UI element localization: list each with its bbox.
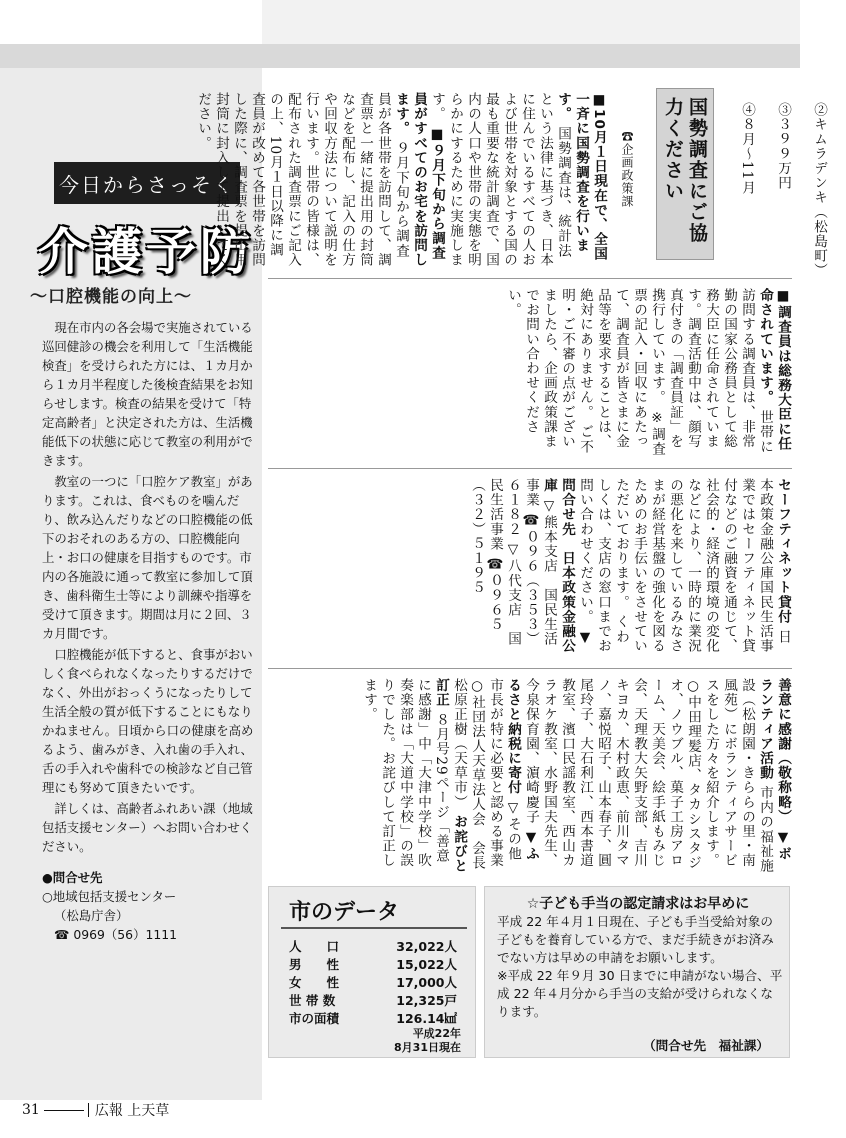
city-data-row (289, 937, 457, 955)
left-title: 介護予防 (38, 222, 254, 281)
census-title: 国勢調査にご協力ください (656, 88, 714, 260)
child-allowance-text: 平成 22 年４月１日現在、子ども手当受給対象の子どもを養育している方で、まだ手続きがお済みでない方は早めの申請をお願いします。 (497, 914, 774, 965)
publication-name: 広報 上天草 (94, 1103, 170, 1119)
census-heading: ■調査員は総務大臣に任命されています。 (757, 288, 791, 451)
safety-text: 日本政策金融公庫国民生活事業ではセーフティネット貸付などのご融資を通じて、社会的・経済的環境の変化などにより、一時的に業況の悪化を来しているみなさまが経営基盤の強化を図るためのお手伝いをさせていただいております。 (613, 478, 791, 654)
census-list-item: ②キムラデンキ（松島町） (811, 102, 827, 278)
page-footer (22, 1100, 169, 1120)
city-data-label: 世 帯 数 (289, 993, 336, 1008)
left-paragraph: 詳しくは、高齢者ふれあい課（地域包括支援センター）へお問い合わせください。 (42, 801, 253, 854)
left-contact (42, 868, 256, 944)
census-text: ご不明・ご不審の点がございましたら、企画政策課までお問い合わせください。 (505, 288, 593, 454)
footer-tick (88, 1103, 89, 1117)
goodwill-text: 市内の福祉施設（松朗園・きららの里・南風苑）にボランティアサービスをした方々を紹介します。 (703, 678, 773, 874)
left-contact-tel: ☎ 0969（56）1111 (54, 927, 177, 942)
city-data-value: 126.14㎢ (396, 1011, 457, 1026)
city-data-row (289, 955, 457, 973)
city-data-label: 女 性 (289, 975, 340, 990)
left-contact-heading: ●問合せ先 (42, 870, 103, 885)
goodwill-title: 善意に感謝（敬称略） (775, 678, 791, 824)
census-text: ９月下旬から調査員が各世帯を訪問して、調査票と一緒に提出用の封筒などを配布し、記入の仕方や回収方法について説明を行います。世帯の皆様は、配布された調査票にご記入の上、10月１日以降に調査員が改めて各世帯を訪問した際に、調査票を提出用封筒に封入して提出してください。 (195, 92, 409, 268)
left-paragraph: 口腔機能が低下すると、食事がおいしく食べられなくなったりするだけでなく、外出がおっくうになったりして生活全般の質が低下することにもなりかねません。日頃から口の健康を高めるよう、歯みがき、入れ歯の手入れ、舌の手入れや歯科での検診など自己管理にも努めて頂きたいです。 (42, 647, 254, 795)
safety-text: くわしくは、支店の窓口までお問い合わせください。 (577, 478, 629, 654)
safety-heading: ▼問合せ先 日本政策金融公庫 (541, 478, 593, 654)
census-heading: ■10月１日現在で、全国一斉に国勢調査を行います。 (555, 92, 607, 262)
census-text: 国勢調査は、統計法という法律に基づき、日本に住んでいるすべての人および世帯を対象とする国の最も重要な統計調査で、国内の人口や世帯の実態を明らかにするために実施します。 (429, 92, 571, 268)
city-data-value: 12,325戸 (396, 993, 457, 1008)
safety-branch: ▽熊本支店 国民生活事業 (523, 478, 557, 647)
goodwill-heading: ▼ふるさと納税に寄付 (505, 678, 539, 861)
apology-title: お詫びと訂正 (433, 678, 467, 874)
city-data-date (394, 1027, 461, 1055)
city-data-row (289, 1009, 457, 1027)
goodwill-heading: ▼ボランティア活動 (757, 678, 791, 861)
city-data-date-day: 8月31日現在 (394, 1041, 461, 1054)
left-contact-place: （松島庁舎） (54, 908, 129, 923)
census-text: 世帯に訪問する調査員は、非常勤の国家公務員として総務大臣に任命されています。調査活動中は、顔写真付きの「調査員証」を携行しています。 (649, 288, 773, 454)
top-band-right (262, 0, 800, 44)
city-data-rule (281, 927, 467, 929)
census-heading: ■９月下旬から調査員がすべてのお宅を訪問します。 (393, 92, 445, 268)
left-paragraph: 教室の一つに「口腔ケア教室」があります。これは、食べものを噛んだり、飲み込んだりなどの口腔機能の低下のおそれのある方の、口腔機能向上・お口の健康を目指すものです。市内の各施設に通って教室に参加して頂き、歯科衛生士等により訓練や指導を受けて頂きます。期間は月に２回、３カ月間です。 (42, 474, 253, 641)
census-list-item: ③３９９万円 (775, 102, 791, 191)
divider (268, 668, 792, 669)
city-data-value: 15,022人 (396, 957, 457, 972)
apology-text: ８月号29ページ「善意に感謝」中「大津中学校」吹奏楽部は「大道中学校」の誤りでした。お詫びして訂正します。 (361, 678, 449, 868)
census-list-item: ④８月〜11月 (739, 102, 755, 195)
child-allowance-box (484, 886, 790, 1058)
child-allowance-title: ☆子ども手当の認定請求はお早めに (526, 896, 750, 912)
divider (268, 468, 792, 469)
city-data-label: 市の面積 (289, 1011, 340, 1026)
city-data-row (289, 973, 457, 991)
census-body-a (195, 92, 608, 268)
safety-title: セーフティネット貸付 (775, 478, 791, 624)
safety-tel: ☎０９６（３５３）６１８２ (505, 478, 539, 647)
safety-branch: ▽八代支店 国民生活事業 (487, 478, 521, 647)
city-data-label: 男 性 (289, 957, 340, 972)
child-allowance-body (497, 913, 783, 1021)
footer-rule (44, 1110, 84, 1111)
city-data-box (268, 886, 476, 1058)
safety-tel: ☎０９６５（３２）５１９５ (469, 478, 503, 632)
goodwill-text: ▽その他市長が特に必要と認める事業 (487, 678, 521, 868)
city-data-date-year: 平成22年 (412, 1027, 461, 1040)
census-list (738, 92, 846, 278)
page-number: 31 (22, 1102, 40, 1118)
city-data-title: 市のデータ (289, 900, 400, 925)
top-band-grey (0, 44, 800, 68)
city-data-value: 32,022人 (396, 939, 457, 954)
city-data-value: 17,000人 (396, 975, 457, 990)
census-body-b (270, 288, 792, 458)
child-allowance-note: ※平成 22 年９月 30 日までに申請がない場合、平成 22 年４月分から手当の支給が受けられなくなります。 (497, 968, 783, 1019)
left-subtitle: 〜口腔機能の向上〜 (30, 287, 192, 307)
safety-body (270, 478, 792, 658)
left-contact-org: ○地域包括支援センター (42, 889, 177, 904)
top-band-white (0, 0, 262, 44)
child-allowance-contact: （問合せ先 福祉課） (643, 1038, 769, 1053)
goodwill-names: ○社団法人天草法人会 会長 松原正樹（天草市） (451, 678, 485, 885)
census-dept: ☎企画政策課 (620, 130, 634, 208)
census-text: ※調査票の記入・回収にあたって、調査員が皆さまに金品等を要求することは、絶対にありません。 (577, 288, 665, 457)
divider (268, 278, 792, 279)
left-body (42, 318, 256, 858)
city-data-label: 人 口 (289, 939, 340, 954)
goodwill-body (270, 678, 792, 885)
left-badge: 今日からさっそく (54, 162, 240, 204)
left-paragraph: 現在市内の各会場で実施されている巡回健診の機会を利用して「生活機能検査」を受けられた方には、１カ月から１カ月半程度した後検査結果をお知らせします。検査の結果を受けて「特定高齢者」と決定された方は、生活機能低下の状態に応じて教室の利用ができます。 (42, 320, 253, 468)
top-band (0, 0, 800, 68)
city-data-row (289, 991, 457, 1009)
goodwill-names: ○中田理髪店、タカシスタジオ、ノウブル、菓子工房アローム、天美会、絵手紙もみじ会、天理教大矢野支部、吉川キヨカ、木村政恵、前川タマノ、嘉悦昭子、山本春子、圓尾玲子、大石利江、西本書道教室、濱口民謡教室、西山カラオケ教室、水野国夫先生、今泉保育園、濵崎慶子 (523, 678, 701, 871)
